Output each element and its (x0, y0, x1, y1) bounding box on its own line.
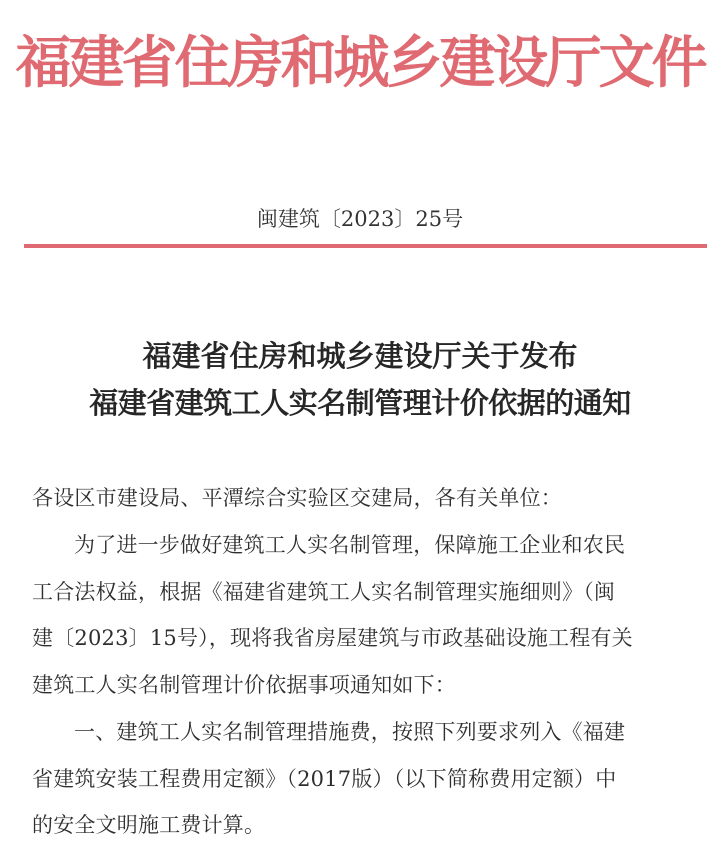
document-header-title: 福建省住房和城乡建设厅文件 (15, 31, 705, 96)
paragraph-1-line-1: 为了进一步做好建筑工人实名制管理，保障施工企业和农民 (74, 533, 626, 557)
document-number: 闽建筑〔2023〕25号 (256, 207, 464, 231)
paragraph-1-line-3: 建〔2023〕15号），现将我省房屋建筑与市政基础设施工程有关 (32, 626, 633, 650)
paragraph-2-line-3: 的安全文明施工费计算。 (32, 813, 266, 837)
notice-title-line-2: 福建省建筑工人实名制管理计价依据的通知 (89, 386, 631, 420)
notice-title-line-1: 福建省住房和城乡建设厅关于发布 (142, 339, 578, 373)
paragraph-1-line-4: 建筑工人实名制管理计价依据事项通知如下： (32, 673, 456, 697)
red-divider-line (24, 244, 707, 248)
paragraph-2-line-1: 一、建筑工人实名制管理措施费，按照下列要求列入《福建 (74, 720, 626, 744)
paragraph-2-line-2: 省建筑安装工程费用定额》（2017版）（以下简称费用定额）中 (32, 767, 617, 791)
paragraph-1-line-2: 工合法权益，根据《福建省建筑工人实名制管理实施细则》（闽 (32, 580, 616, 604)
addressee-line: 各设区市建设局、平潭综合实验区交建局，各有关单位： (32, 486, 562, 510)
